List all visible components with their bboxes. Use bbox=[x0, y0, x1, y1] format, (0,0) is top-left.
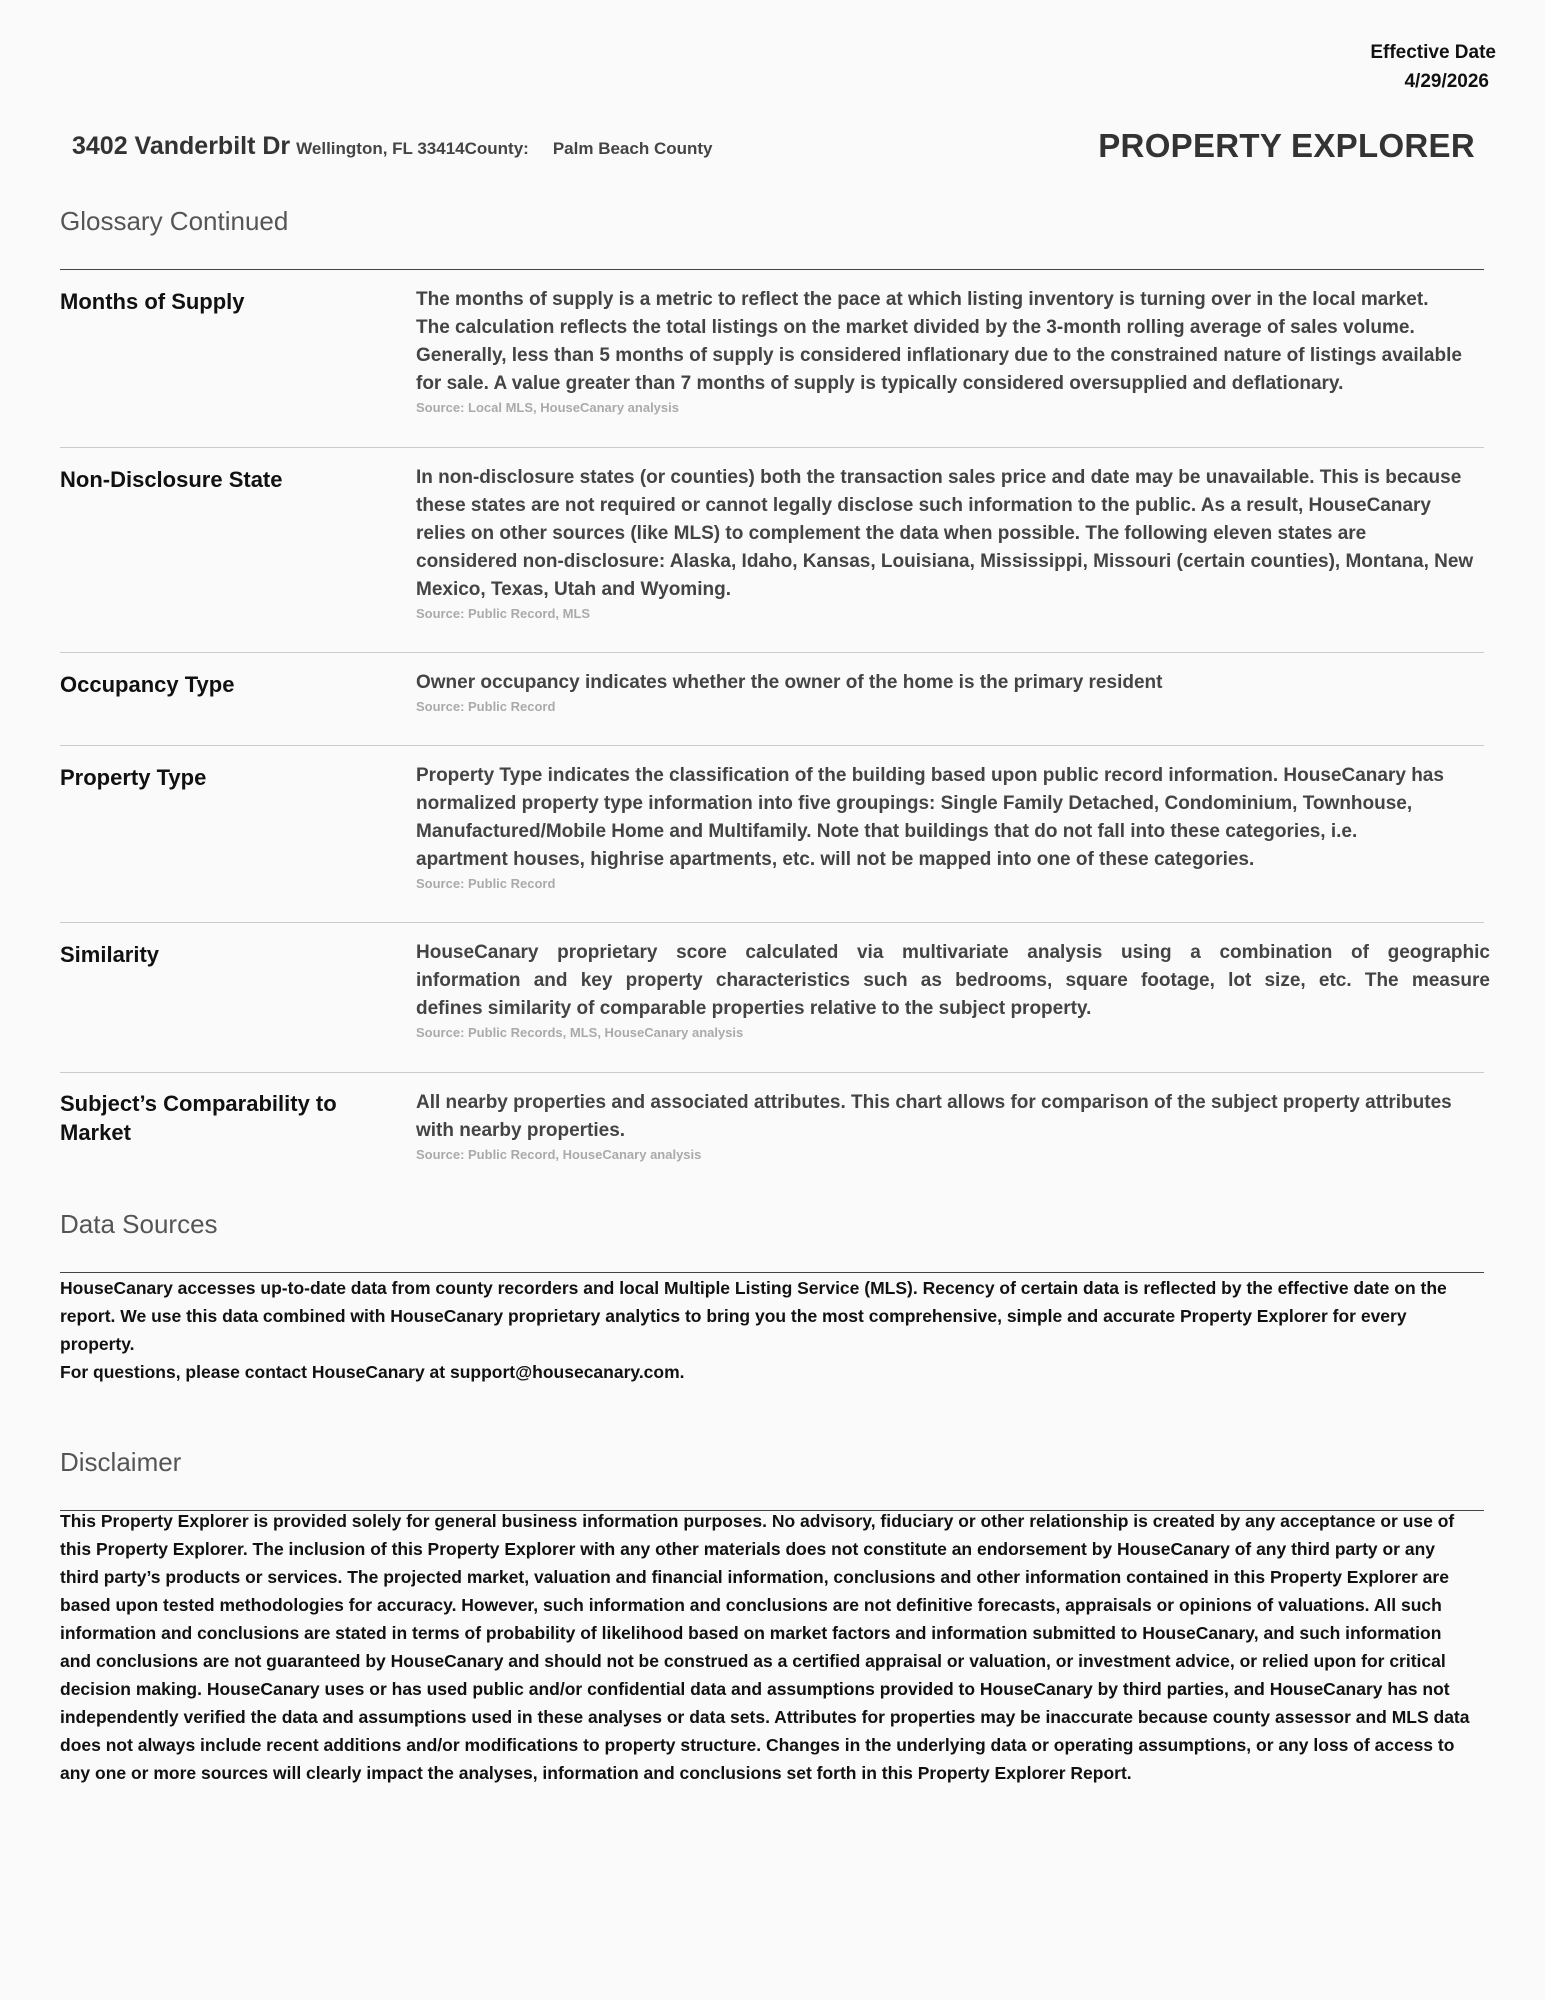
definition-line: Generally, less than 5 months of supply is considered inflationary due to the constrained nature of listings available bbox=[416, 345, 1462, 366]
definition-line: considered non-disclosure: Alaska, Idaho, Kansas, Louisiana, Mississippi, Missouri (certain counties), Montana, New bbox=[416, 551, 1474, 572]
paragraph-line: property. bbox=[60, 1334, 135, 1354]
disclaimer-body bbox=[60, 1507, 1545, 1787]
glossary-row-divider bbox=[60, 1072, 1484, 1073]
glossary-title: Glossary Continued bbox=[60, 206, 289, 236]
data-sources-body bbox=[60, 1274, 1545, 1386]
paragraph-line: decision making. HouseCanary uses or has used public and/or confidential data and assumptions provided to HouseCanary by third parties, and HouseCanary has not bbox=[60, 1679, 1450, 1699]
definition-line: The months of supply is a metric to reflect the pace at which listing inventory is turning over in the local market. bbox=[416, 289, 1429, 310]
glossary-term-non-disclosure-state: Non-Disclosure State bbox=[60, 467, 283, 492]
glossary-definition-subject-comparability bbox=[416, 1089, 1545, 1165]
glossary-definition-similarity bbox=[416, 939, 1545, 1043]
address-city-state-zip: Wellington, FL 33414 bbox=[296, 139, 465, 158]
definition-line: In non-disclosure states (or counties) both the transaction sales price and date may be unavailable. This is because bbox=[416, 467, 1462, 488]
definition-source: Source: Local MLS, HouseCanary analysis bbox=[416, 400, 679, 415]
definition-source: Source: Public Record, HouseCanary analysis bbox=[416, 1147, 702, 1162]
definition-line: with nearby properties. bbox=[416, 1120, 626, 1141]
term-line: Market bbox=[60, 1120, 131, 1145]
data-sources-title: Data Sources bbox=[60, 1209, 218, 1239]
paragraph-line: and conclusions are not guaranteed by HouseCanary and should not be construed as a certified appraisal or valuation, or investment advice, or relied upon for critical bbox=[60, 1651, 1446, 1671]
county-label: County: bbox=[464, 139, 529, 158]
paragraph-line: HouseCanary accesses up-to-date data from county recorders and local Multiple Listing Service (MLS). Recency of certain data is reflected by the effective date on the bbox=[60, 1278, 1447, 1298]
glossary-term-occupancy-type: Occupancy Type bbox=[60, 672, 235, 697]
effective-date-block bbox=[1370, 38, 1496, 96]
definition-source: Source: Public Record bbox=[416, 699, 556, 714]
paragraph-line: third party’s products or services. The projected market, valuation and financial information, conclusions and other information contained in this Property Explorer are bbox=[60, 1567, 1449, 1587]
paragraph-line: based upon tested methodologies for accuracy. However, such information and conclusions are not definitive forecasts, appraisals or opinions of valuations. All such bbox=[60, 1595, 1442, 1615]
glossary-definition-occupancy-type bbox=[416, 669, 1545, 717]
definition-line: All nearby properties and associated attributes. This chart allows for comparison of the subject property attributes bbox=[416, 1092, 1452, 1113]
paragraph-line: report. We use this data combined with HouseCanary proprietary analytics to bring you the most comprehensive, simple and accurate Property Explorer for every bbox=[60, 1306, 1407, 1326]
definition-line: Property Type indicates the classification of the building based upon public record information. HouseCanary has bbox=[416, 765, 1444, 786]
data-sources-divider bbox=[60, 1272, 1484, 1273]
glossary-definition-non-disclosure-state bbox=[416, 464, 1545, 624]
effective-date-label: Effective Date bbox=[1370, 42, 1496, 63]
glossary-definition-property-type bbox=[416, 762, 1545, 894]
glossary-definition-months-of-supply bbox=[416, 286, 1545, 418]
definition-line: Mexico, Texas, Utah and Wyoming. bbox=[416, 579, 731, 600]
definition-source: Source: Public Records, MLS, HouseCanary analysis bbox=[416, 1025, 744, 1040]
definition-line: HouseCanary proprietary score calculated via multivariate analysis using a combination of geographic bbox=[416, 942, 1490, 963]
paragraph-line: This Property Explorer is provided solely for general business information purposes. No advisory, fiduciary or other relationship is created by any acceptance or use of bbox=[60, 1511, 1455, 1531]
definition-line: defines similarity of comparable properties relative to the subject property. bbox=[416, 998, 1092, 1019]
paragraph-line: does not always include recent additions and/or modifications to property structure. Changes in the underlying data or operating assumptions, or any loss of access to bbox=[60, 1735, 1455, 1755]
glossary-term-subject-comparability bbox=[60, 1089, 390, 1147]
definition-line: Owner occupancy indicates whether the owner of the home is the primary resident bbox=[416, 672, 1163, 693]
definition-line: The calculation reflects the total listings on the market divided by the 3-month rolling average of sales volume. bbox=[416, 317, 1415, 338]
glossary-row-divider bbox=[60, 745, 1484, 746]
glossary-row-divider bbox=[60, 652, 1484, 653]
glossary-term-similarity: Similarity bbox=[60, 942, 160, 967]
paragraph-line: information and conclusions are stated in terms of probability of likelihood based on market factors and information submitted to HouseCanary, and such information bbox=[60, 1623, 1442, 1643]
property-address bbox=[72, 132, 713, 161]
definition-source: Source: Public Record bbox=[416, 876, 556, 891]
definition-line: Manufactured/Mobile Home and Multifamily. Note that buildings that do not fall into these categories, i.e. bbox=[416, 821, 1358, 842]
paragraph-line: For questions, please contact HouseCanary at support@housecanary.com. bbox=[60, 1362, 685, 1382]
definition-line: apartment houses, highrise apartments, etc. will not be mapped into one of these categories. bbox=[416, 849, 1255, 870]
paragraph-line: independently verified the data and assumptions used in these analyses or data sets. Attributes for properties may be inaccurate because county assessor and MLS data bbox=[60, 1707, 1470, 1727]
definition-line: for sale. A value greater than 7 months of supply is typically considered oversupplied and deflationary. bbox=[416, 373, 1344, 394]
report-title: PROPERTY EXPLORER bbox=[1098, 127, 1475, 164]
definition-source: Source: Public Record, MLS bbox=[416, 606, 591, 621]
glossary-row-divider bbox=[60, 447, 1484, 448]
definition-line: these states are not required or cannot legally disclose such information to the public. As a result, HouseCanary bbox=[416, 495, 1431, 516]
definition-line: information and key property characteristics such as bedrooms, square footage, lot size, etc. The measure bbox=[416, 970, 1490, 991]
county-value: Palm Beach County bbox=[552, 139, 713, 158]
paragraph-line: any one or more sources will clearly impact the analyses, information and conclusions set forth in this Property Explorer Report. bbox=[60, 1763, 1132, 1783]
glossary-term-months-of-supply: Months of Supply bbox=[60, 289, 245, 314]
address-street: 3402 Vanderbilt Dr bbox=[72, 132, 291, 160]
glossary-divider bbox=[60, 269, 1484, 270]
effective-date-value: 4/29/2026 bbox=[1404, 71, 1489, 92]
glossary-row-divider bbox=[60, 922, 1484, 923]
definition-line: normalized property type information into five groupings: Single Family Detached, Condominium, Townhouse, bbox=[416, 793, 1413, 814]
term-line: Subject’s Comparability to bbox=[60, 1091, 337, 1116]
disclaimer-title: Disclaimer bbox=[60, 1447, 182, 1477]
definition-line: relies on other sources (like MLS) to complement the data when possible. The following eleven states are bbox=[416, 523, 1367, 544]
paragraph-line: this Property Explorer. The inclusion of this Property Explorer with any other materials does not constitute an endorsement by HouseCanary of any third party or any bbox=[60, 1539, 1436, 1559]
glossary-term-property-type: Property Type bbox=[60, 765, 207, 790]
